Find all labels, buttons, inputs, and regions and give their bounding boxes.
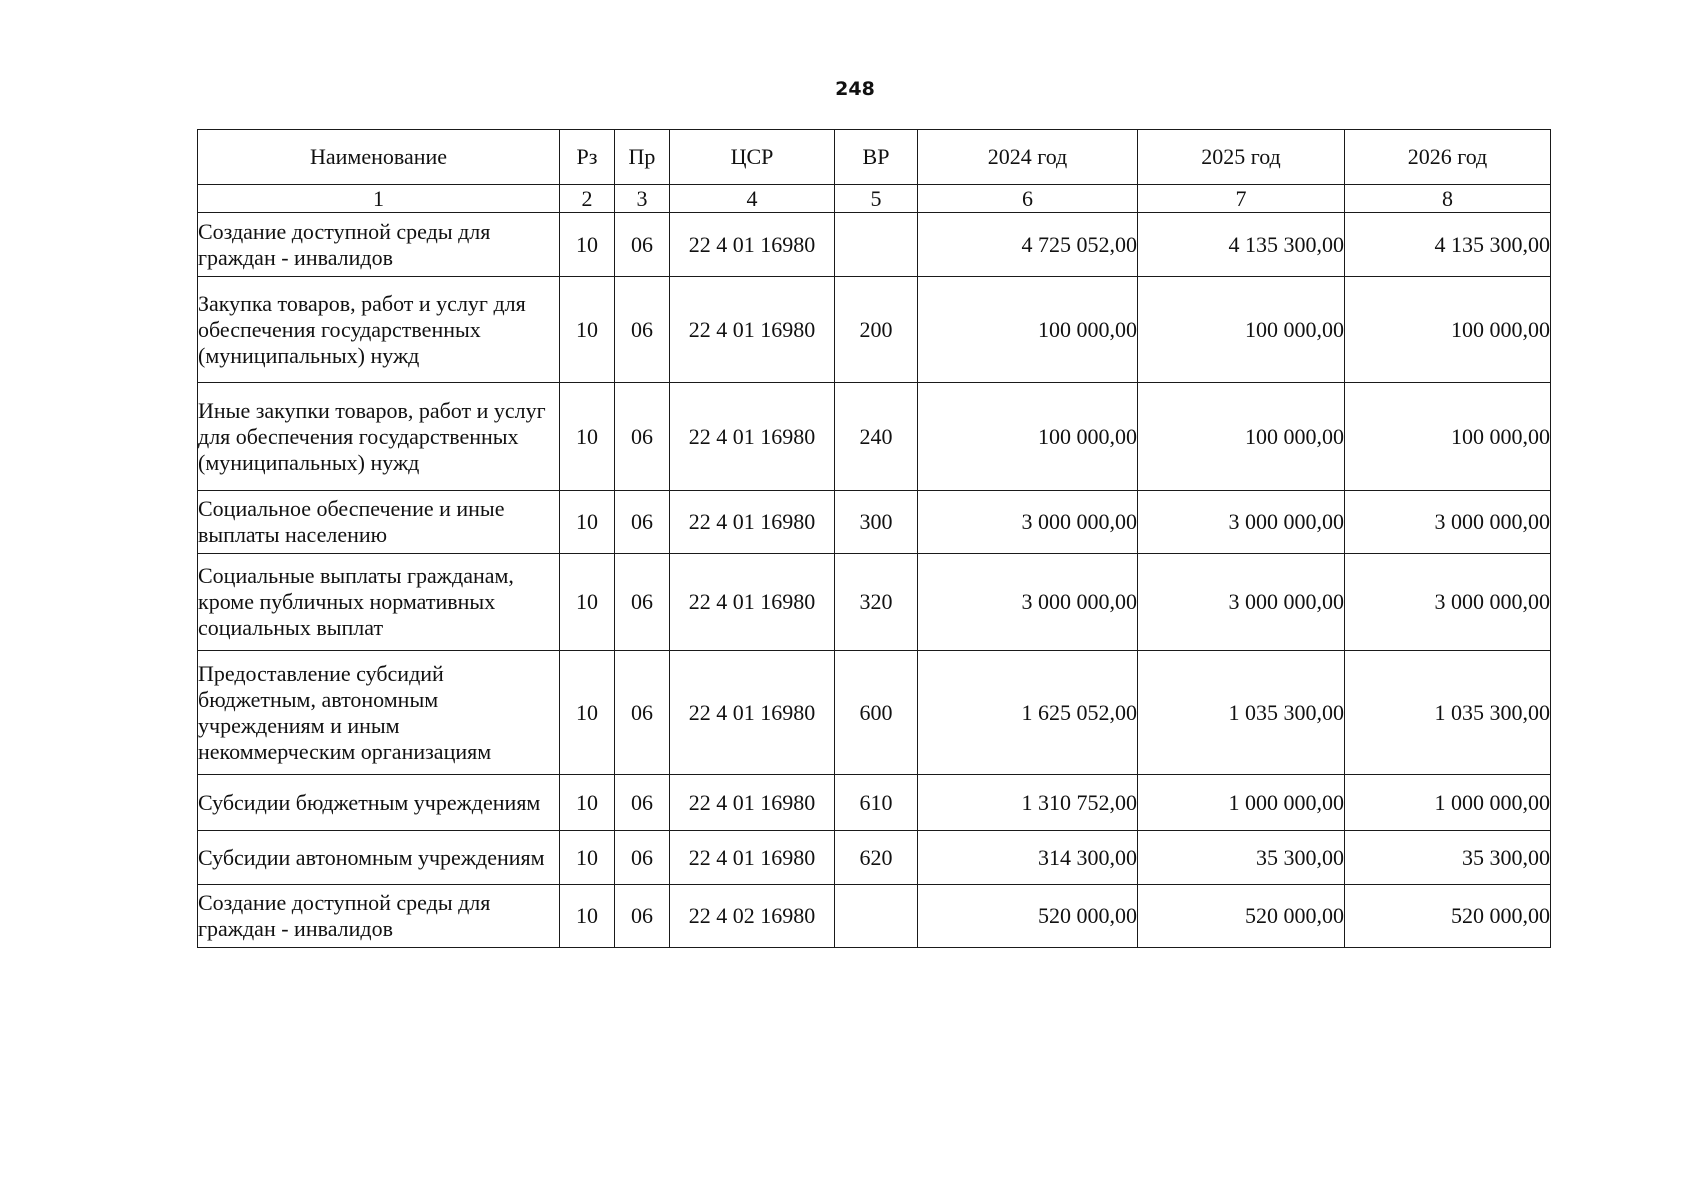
- row-vr: [835, 213, 918, 277]
- row-vr: 610: [835, 775, 918, 831]
- row-vr: 600: [835, 651, 918, 775]
- column-number: 3: [615, 185, 670, 213]
- row-amount-2024: 1 625 052,00: [918, 651, 1138, 775]
- header-row: [198, 130, 1551, 185]
- column-number: 5: [835, 185, 918, 213]
- row-amount-2025: 4 135 300,00: [1138, 213, 1345, 277]
- row-amount-2026: 3 000 000,00: [1345, 554, 1551, 651]
- row-amount-2026: 100 000,00: [1345, 277, 1551, 383]
- row-name: Субсидии автономным учреждениям: [198, 831, 560, 885]
- row-amount-2024: 1 310 752,00: [918, 775, 1138, 831]
- column-number: 8: [1345, 185, 1551, 213]
- row-name: Закупка товаров, работ и услуг для обеспечения государственных (муниципальных) нужд: [198, 277, 560, 383]
- row-amount-2025: 3 000 000,00: [1138, 554, 1345, 651]
- row-rz: 10: [560, 831, 615, 885]
- row-name: Социальное обеспечение и иные выплаты населению: [198, 491, 560, 554]
- row-csr: 22 4 01 16980: [670, 775, 835, 831]
- column-number: 2: [560, 185, 615, 213]
- table-row: [198, 277, 1551, 383]
- header-pr: Пр: [615, 130, 670, 185]
- row-pr: 06: [615, 885, 670, 948]
- row-amount-2026: 1 035 300,00: [1345, 651, 1551, 775]
- row-name: Создание доступной среды для граждан - инвалидов: [198, 213, 560, 277]
- row-name: Иные закупки товаров, работ и услуг для обеспечения государственных (муниципальных) нужд: [198, 383, 560, 491]
- row-name: Субсидии бюджетным учреждениям: [198, 775, 560, 831]
- column-number: 4: [670, 185, 835, 213]
- row-csr: 22 4 01 16980: [670, 383, 835, 491]
- row-amount-2024: 100 000,00: [918, 383, 1138, 491]
- row-rz: 10: [560, 383, 615, 491]
- row-vr: 320: [835, 554, 918, 651]
- row-rz: 10: [560, 491, 615, 554]
- row-amount-2024: 3 000 000,00: [918, 554, 1138, 651]
- page-number: 248: [835, 78, 875, 100]
- row-amount-2025: 1 000 000,00: [1138, 775, 1345, 831]
- row-amount-2024: 520 000,00: [918, 885, 1138, 948]
- header-vr: ВР: [835, 130, 918, 185]
- header-2024: 2024 год: [918, 130, 1138, 185]
- table-row: [198, 554, 1551, 651]
- row-name: Предоставление субсидий бюджетным, автономным учреждениям и иным некоммерческим организациям: [198, 651, 560, 775]
- row-csr: 22 4 01 16980: [670, 213, 835, 277]
- row-pr: 06: [615, 383, 670, 491]
- row-rz: 10: [560, 651, 615, 775]
- table-row: [198, 651, 1551, 775]
- row-amount-2025: 1 035 300,00: [1138, 651, 1345, 775]
- row-pr: 06: [615, 651, 670, 775]
- row-rz: 10: [560, 885, 615, 948]
- row-csr: 22 4 02 16980: [670, 885, 835, 948]
- row-amount-2025: 35 300,00: [1138, 831, 1345, 885]
- row-csr: 22 4 01 16980: [670, 277, 835, 383]
- row-rz: 10: [560, 277, 615, 383]
- row-csr: 22 4 01 16980: [670, 831, 835, 885]
- row-amount-2025: 100 000,00: [1138, 383, 1345, 491]
- row-pr: 06: [615, 213, 670, 277]
- header-2025: 2025 год: [1138, 130, 1345, 185]
- row-pr: 06: [615, 554, 670, 651]
- row-rz: 10: [560, 213, 615, 277]
- table-row: [198, 775, 1551, 831]
- row-pr: 06: [615, 831, 670, 885]
- row-rz: 10: [560, 554, 615, 651]
- row-csr: 22 4 01 16980: [670, 554, 835, 651]
- row-amount-2026: 4 135 300,00: [1345, 213, 1551, 277]
- row-csr: 22 4 01 16980: [670, 491, 835, 554]
- row-amount-2026: 520 000,00: [1345, 885, 1551, 948]
- row-pr: 06: [615, 491, 670, 554]
- column-number: 7: [1138, 185, 1345, 213]
- table-row: [198, 383, 1551, 491]
- table-row: [198, 491, 1551, 554]
- row-amount-2024: 314 300,00: [918, 831, 1138, 885]
- row-amount-2025: 3 000 000,00: [1138, 491, 1345, 554]
- header-2026: 2026 год: [1345, 130, 1551, 185]
- header-csr: ЦСР: [670, 130, 835, 185]
- column-number: 6: [918, 185, 1138, 213]
- row-rz: 10: [560, 775, 615, 831]
- row-amount-2025: 100 000,00: [1138, 277, 1345, 383]
- row-amount-2026: 1 000 000,00: [1345, 775, 1551, 831]
- row-amount-2026: 100 000,00: [1345, 383, 1551, 491]
- row-amount-2026: 35 300,00: [1345, 831, 1551, 885]
- row-name: Социальные выплаты гражданам, кроме публичных нормативных социальных выплат: [198, 554, 560, 651]
- row-amount-2025: 520 000,00: [1138, 885, 1345, 948]
- header-name: Наименование: [198, 130, 560, 185]
- row-csr: 22 4 01 16980: [670, 651, 835, 775]
- row-pr: 06: [615, 775, 670, 831]
- row-name: Создание доступной среды для граждан - инвалидов: [198, 885, 560, 948]
- row-vr: 300: [835, 491, 918, 554]
- header-rz: Рз: [560, 130, 615, 185]
- row-vr: 620: [835, 831, 918, 885]
- row-amount-2024: 100 000,00: [918, 277, 1138, 383]
- row-vr: 200: [835, 277, 918, 383]
- row-vr: 240: [835, 383, 918, 491]
- table-row: [198, 831, 1551, 885]
- row-amount-2026: 3 000 000,00: [1345, 491, 1551, 554]
- row-vr: [835, 885, 918, 948]
- row-pr: 06: [615, 277, 670, 383]
- column-number: 1: [198, 185, 560, 213]
- row-amount-2024: 4 725 052,00: [918, 213, 1138, 277]
- table-row: [198, 885, 1551, 948]
- column-number-row: [198, 185, 1551, 213]
- budget-table: [197, 129, 1551, 948]
- table-row: [198, 213, 1551, 277]
- row-amount-2024: 3 000 000,00: [918, 491, 1138, 554]
